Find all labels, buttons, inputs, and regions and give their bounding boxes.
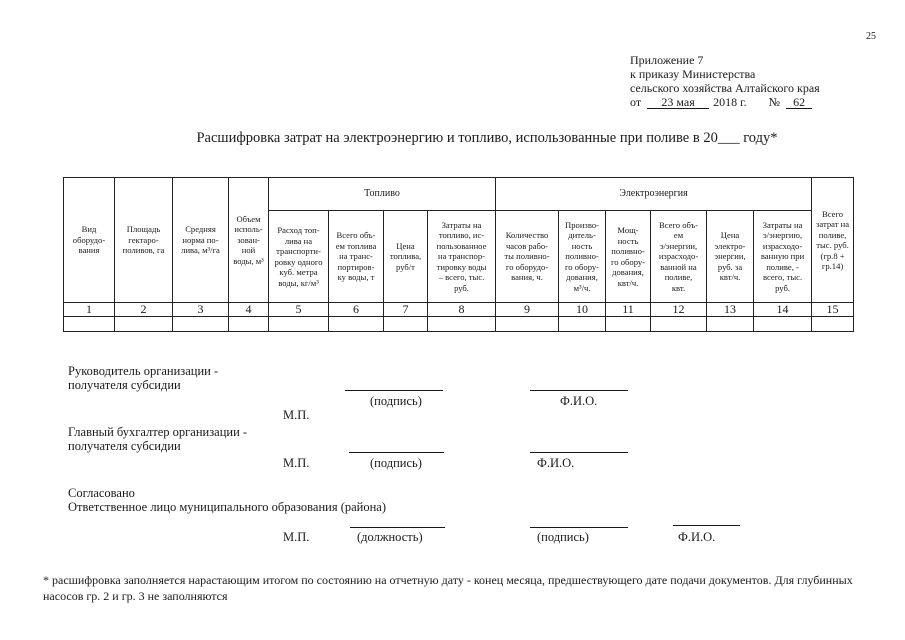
appendix-date-line <box>630 95 812 109</box>
stamp-label: М.П. <box>283 530 310 544</box>
column-number-cell: 14 <box>754 303 812 317</box>
col-header-fuel-cost: Затраты на топливо, ис- пользованное на транспор- тировку воды – всего, тыс. руб. <box>428 211 496 303</box>
col-header-irrigated-area: Площадь гектаро- поливов, га <box>115 178 173 303</box>
empty-data-cell <box>384 317 428 332</box>
empty-data-cell <box>115 317 173 332</box>
col-header-equipment-type: Вид оборудо- вания <box>64 178 115 303</box>
column-number-cell: 15 <box>812 303 854 317</box>
empty-data-cell <box>173 317 229 332</box>
expense-table <box>63 177 854 332</box>
page-number: 25 <box>866 31 876 42</box>
group-header-electricity: Электроэнергия <box>496 178 812 211</box>
empty-data-cell <box>606 317 651 332</box>
empty-data-cell <box>428 317 496 332</box>
signature-caption: (подпись) <box>537 530 589 544</box>
col-header-energy-cost: Затраты на э/энергию, израсходо- ванную при поливе, - всего, тыс. руб. <box>754 211 812 303</box>
fio-caption: Ф.И.О. <box>537 456 575 470</box>
empty-data-cell <box>559 317 606 332</box>
col-header-energy-total: Всего объ- ем э/энергии, израсходо- ванной на поливе, квт. <box>651 211 707 303</box>
column-number-cell: 8 <box>428 303 496 317</box>
col-header-operating-hours: Количество часов рабо- ты поливно- го оборудо- вания, ч. <box>496 211 559 303</box>
empty-data-cell <box>754 317 812 332</box>
column-number-cell: 13 <box>707 303 754 317</box>
column-number-cell: 10 <box>559 303 606 317</box>
column-number-cell: 12 <box>651 303 707 317</box>
col-header-total-cost: Всего затрат на поливе, тыс. руб. (гр.8 + гр.14) <box>812 178 854 303</box>
column-number-cell: 4 <box>229 303 269 317</box>
position-line <box>350 527 445 528</box>
date-prefix: от <box>630 95 642 109</box>
col-header-equipment-power: Мощ- ность поливно- го обору- дования, квт/ч. <box>606 211 651 303</box>
empty-data-cell <box>229 317 269 332</box>
col-header-fuel-total: Всего объ- ем топлива на транс- портиров- ку воды, т <box>329 211 384 303</box>
appendix-title: Приложение 7 <box>630 53 704 67</box>
head-label: Руководитель организации - <box>68 364 219 378</box>
fio-line <box>673 525 740 526</box>
fio-line <box>530 452 628 453</box>
fio-caption: Ф.И.О. <box>560 394 598 408</box>
column-number-cell: 1 <box>64 303 115 317</box>
order-year: 2018 г. <box>713 95 747 109</box>
empty-data-cell <box>651 317 707 332</box>
stamp-label: М.П. <box>283 456 310 470</box>
signature-caption: (подпись) <box>370 456 422 470</box>
fio-caption: Ф.И.О. <box>678 530 716 544</box>
empty-data-cell <box>496 317 559 332</box>
column-number-row <box>64 303 854 317</box>
empty-data-cell <box>707 317 754 332</box>
position-caption: (должность) <box>357 530 423 544</box>
empty-data-cell <box>812 317 854 332</box>
accountant-label-recipient: получателя субсидии <box>68 439 181 453</box>
number-sign: № <box>768 95 781 109</box>
agreed-label: Согласовано <box>68 486 135 500</box>
order-date: 23 мая <box>647 96 709 109</box>
col-header-fuel-rate: Расход топ- лива на транспорти- ровку одного куб. метра воды, кг/м³ <box>269 211 329 303</box>
column-number-cell: 7 <box>384 303 428 317</box>
col-header-water-volume: Объем исполь- зован- ной воды, м³ <box>229 178 269 303</box>
document-title: Расшифровка затрат на электроэнергию и топливо, использованные при поливе в 20___ году* <box>196 130 778 146</box>
signature-caption: (подпись) <box>370 394 422 408</box>
empty-data-row <box>64 317 854 332</box>
col-header-equipment-capacity: Произво- дитель- ность поливно- го обору- дования, м³/ч. <box>559 211 606 303</box>
column-number-cell: 5 <box>269 303 329 317</box>
empty-data-cell <box>269 317 329 332</box>
appendix-ministry-line: сельского хозяйства Алтайского края <box>630 81 820 95</box>
appendix-order-line: к приказу Министерства <box>630 67 756 81</box>
signature-line <box>345 390 443 391</box>
col-header-energy-price: Цена электро- энергии, руб. за квт/ч. <box>707 211 754 303</box>
order-number: 62 <box>786 96 812 109</box>
column-number-cell: 11 <box>606 303 651 317</box>
empty-data-cell <box>64 317 115 332</box>
fio-line <box>530 390 628 391</box>
head-label-recipient: получателя субсидии <box>68 378 181 392</box>
column-number-cell: 9 <box>496 303 559 317</box>
col-header-irrigation-rate: Средняя норма по- лива, м³/га <box>173 178 229 303</box>
column-number-cell: 6 <box>329 303 384 317</box>
group-header-fuel: Топливо <box>269 178 496 211</box>
signature-line <box>530 527 628 528</box>
accountant-label: Главный бухгалтер организации - <box>68 425 248 439</box>
stamp-label: М.П. <box>283 408 310 422</box>
empty-data-cell <box>329 317 384 332</box>
footnote: * расшифровка заполняется нарастающим итогом по состоянию на отчетную дату - конец месяца, предшествующего дате подачи документов. Для глубинных насосов гр. 2 и гр. 3 не заполняются <box>43 573 853 603</box>
column-number-cell: 3 <box>173 303 229 317</box>
signature-line <box>349 452 444 453</box>
column-number-cell: 2 <box>115 303 173 317</box>
responsible-person-label: Ответственное лицо муниципального образования (района) <box>68 500 387 514</box>
col-header-fuel-price: Цена топлива, руб/т <box>384 211 428 303</box>
